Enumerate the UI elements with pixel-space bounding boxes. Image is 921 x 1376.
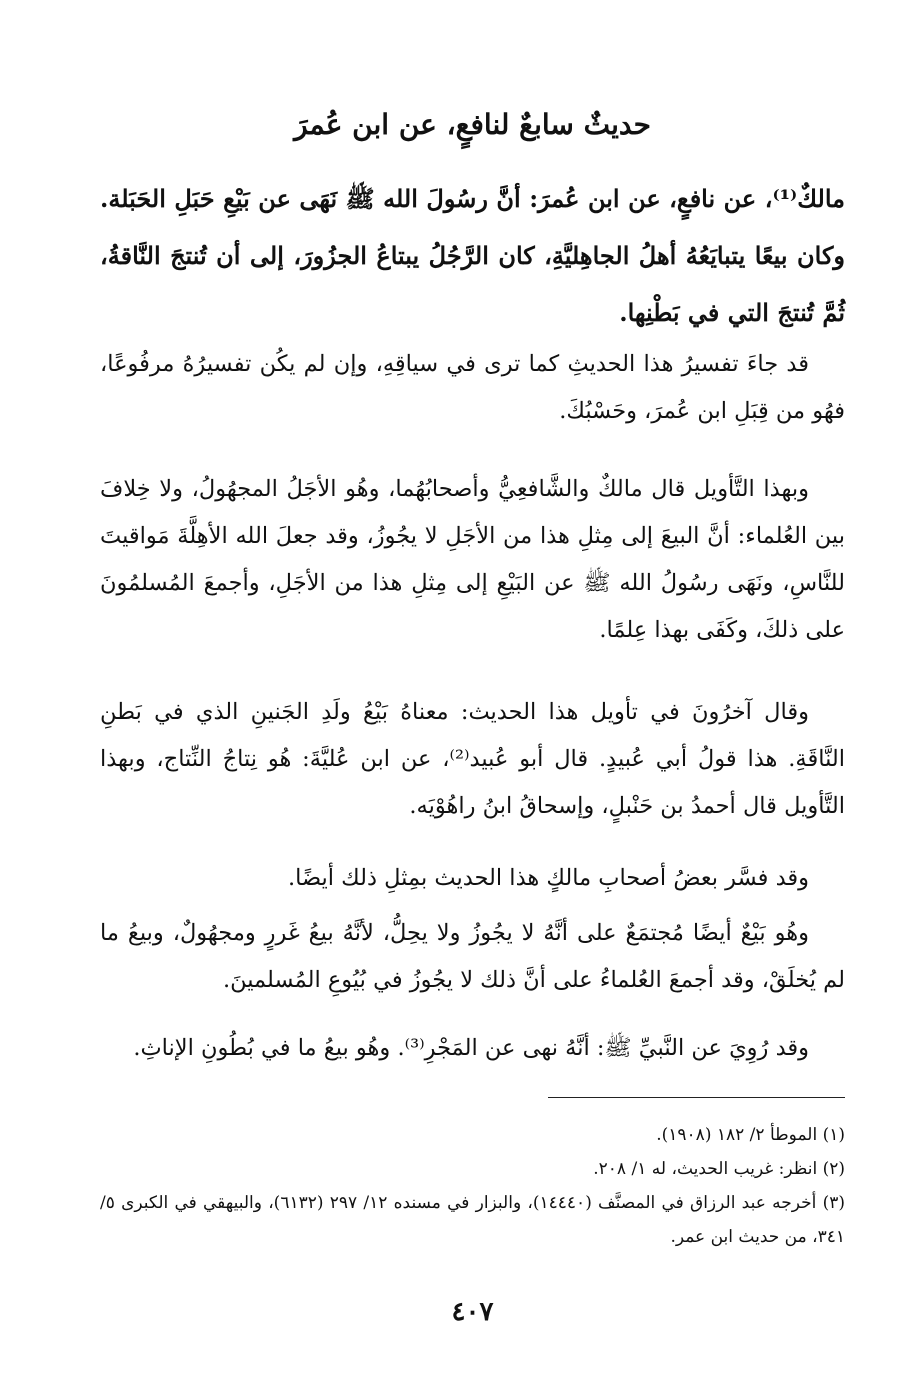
footnote-2: (٢) انظر: غريب الحديث، له ١/ ٢٠٨. (593, 1159, 845, 1179)
commentary-paragraph-6 (100, 1025, 845, 1072)
footnotes (100, 1118, 845, 1254)
hadith-text-block (100, 170, 845, 341)
paragraph-text: وقال آخرُونَ في تأويل هذا الحديث: معناهُ بَيْعُ ولَدِ الجَنينِ الذي في بَطنِ النَّاقَةِ. هذا قولُ أبي عُبيدٍ. قال أبو عُبيد⁽²⁾، عن ابن عُليَّةَ: هُو نِتاجُ النِّتاج، وبهذا التَّأويل قال أحمدُ بن حَنْبلٍ، وإسحاقُ ابنُ راهُوْيَه. (100, 699, 845, 819)
section-heading: حديثٌ سابعٌ لنافعٍ، عن ابن عُمرَ (294, 108, 651, 141)
paragraph-text: وقد فسَّر بعضُ أصحابِ مالكٍ هذا الحديث بمِثلِ ذلك أيضًا. (287, 865, 809, 891)
book-page (100, 0, 845, 1376)
commentary-paragraph-5 (100, 910, 845, 1004)
paragraph-text: وقد رُوِيَ عن النَّبيِّ ﷺ: أنَّهُ نهى عن المَجْرِ⁽³⁾. وهُو بيعُ ما في بُطُونِ الإناثِ. (133, 1035, 809, 1061)
paragraph-text: قد جاءَ تفسيرُ هذا الحديثِ كما ترى في سياقِهِ، وإن لم يكُن تفسيرُهُ مرفُوعًا، فهُو من قِبَلِ ابن عُمرَ، وحَسْبُكَ. (100, 351, 845, 424)
commentary-paragraph-4 (100, 855, 845, 902)
paragraph-text: وبهذا التَّأويل قال مالكٌ والشَّافعِيُّ وأصحابُهُما، وهُو الأجَلُ المجهُولُ، ولا خِلافَ بين العُلماء: أنَّ البيعَ إلى مِثلِ هذا من الأجَلِ لا يجُوزُ، وقد جعلَ الله الأهِلَّةَ مَواقيتَ للنَّاسِ، ونَهَى رسُولُ الله ﷺ عن البَيْعِ إلى مِثلِ هذا من الأجَلِ، وأجمعَ المُسلمُونَ على ذلكَ، وكَفَى بهذا عِلمًا. (100, 476, 845, 643)
paragraph-text: وهُو بَيْعٌ أيضًا مُجتمَعٌ على أنَّهُ لا يجُوزُ ولا يحِلُّ، لأنَّهُ بيعُ غَررٍ ومجهُولٌ، وبيعُ ما لم يُخلَقْ، وقد أجمعَ العُلماءُ على أنَّ ذلك لا يجُوزُ في بُيُوعِ المُسلمينَ. (100, 920, 845, 993)
footnote-3: (٣) أخرجه عبد الرزاق في المصنَّف (١٤٤٤٠)، والبزار في مسنده ١٢/ ٢٩٧ (٦١٣٢)، والبيهقي في الكبرى ٥/ ٣٤١، من حديث ابن عمر. (100, 1193, 845, 1247)
footnote-1: (١) الموطأ ٢/ ١٨٢ (١٩٠٨). (656, 1125, 845, 1145)
commentary-paragraph-3 (100, 689, 845, 830)
footnote-divider (548, 1097, 845, 1098)
commentary-paragraph-2 (100, 466, 845, 654)
hadith-text: مالكٌ⁽¹⁾، عن نافعٍ، عن ابن عُمرَ: أنَّ رسُولَ الله ﷺ نَهَى عن بَيْعِ حَبَلِ الحَبَلة. وكان بيعًا يتبايَعُهُ أهلُ الجاهِليَّةِ، كان الرَّجُلُ يبتاعُ الجزُورَ، إلى أن تُنتجَ النَّاقةُ، ثُمَّ تُنتجَ التي في بَطْنِها. (100, 184, 845, 327)
commentary-paragraph-1 (100, 341, 845, 435)
page-number: ٤٠٧ (451, 1297, 494, 1327)
